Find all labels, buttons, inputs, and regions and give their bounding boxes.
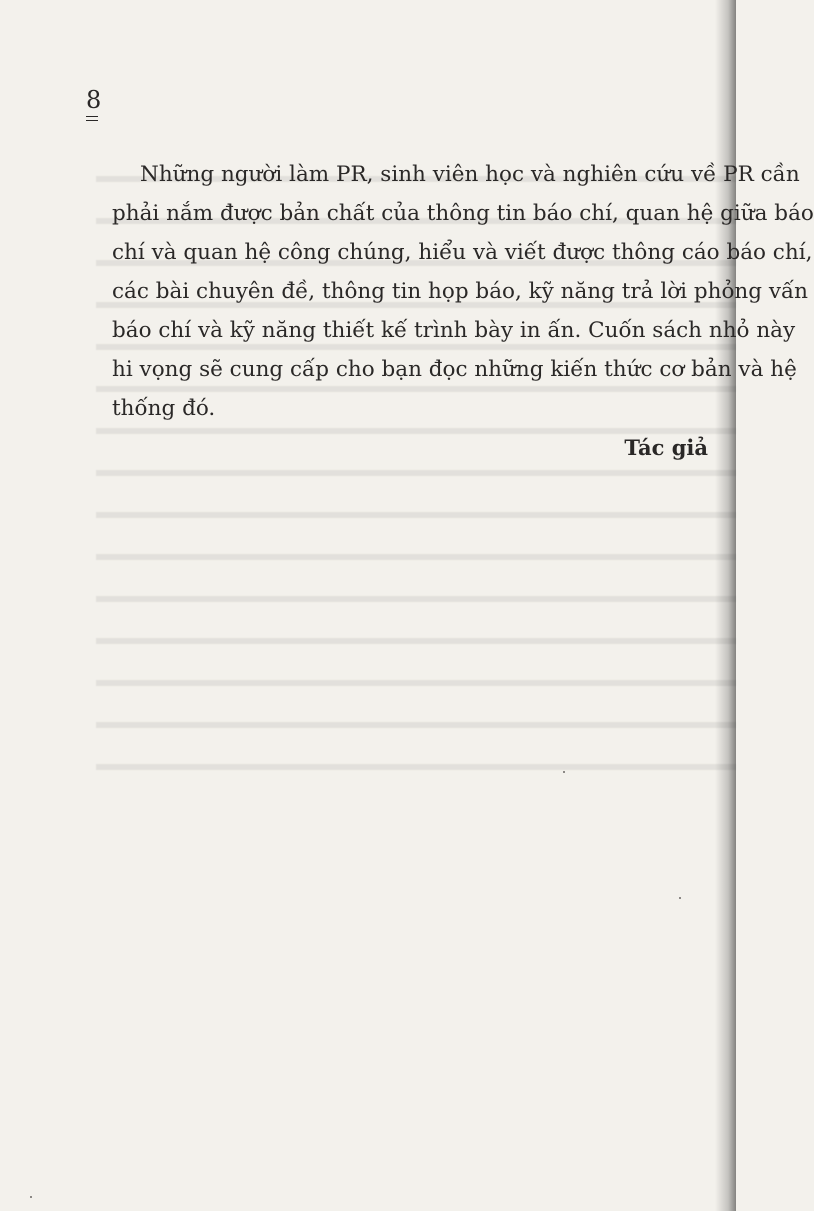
paragraph-line: thống đó. — [112, 396, 216, 421]
paper-speck — [563, 771, 565, 773]
paragraph-line: các bài chuyên đề, thông tin họp báo, kỹ năng trả lời phỏng vấn — [112, 279, 809, 304]
author-signature: Tác giả — [624, 435, 708, 460]
paragraph-line: báo chí và kỹ năng thiết kế trình bày in ấn. Cuốn sách nhỏ này — [112, 318, 796, 343]
paper-speck — [30, 1196, 32, 1198]
page-number: 8 — [86, 86, 102, 114]
paragraph-line: hi vọng sẽ cung cấp cho bạn đọc những kiến thức cơ bản và hệ — [112, 357, 797, 382]
paragraph-line: phải nắm được bản chất của thông tin báo chí, quan hệ giữa báo — [112, 201, 814, 226]
paragraph-line: Những người làm PR, sinh viên học và nghiên cứu về PR cần — [140, 162, 800, 187]
body-paragraph — [112, 155, 814, 428]
paragraph-line: chí và quan hệ công chúng, hiểu và viết được thông cáo báo chí, — [112, 240, 813, 265]
page-number-underline — [86, 116, 98, 121]
paper-speck — [679, 897, 681, 899]
